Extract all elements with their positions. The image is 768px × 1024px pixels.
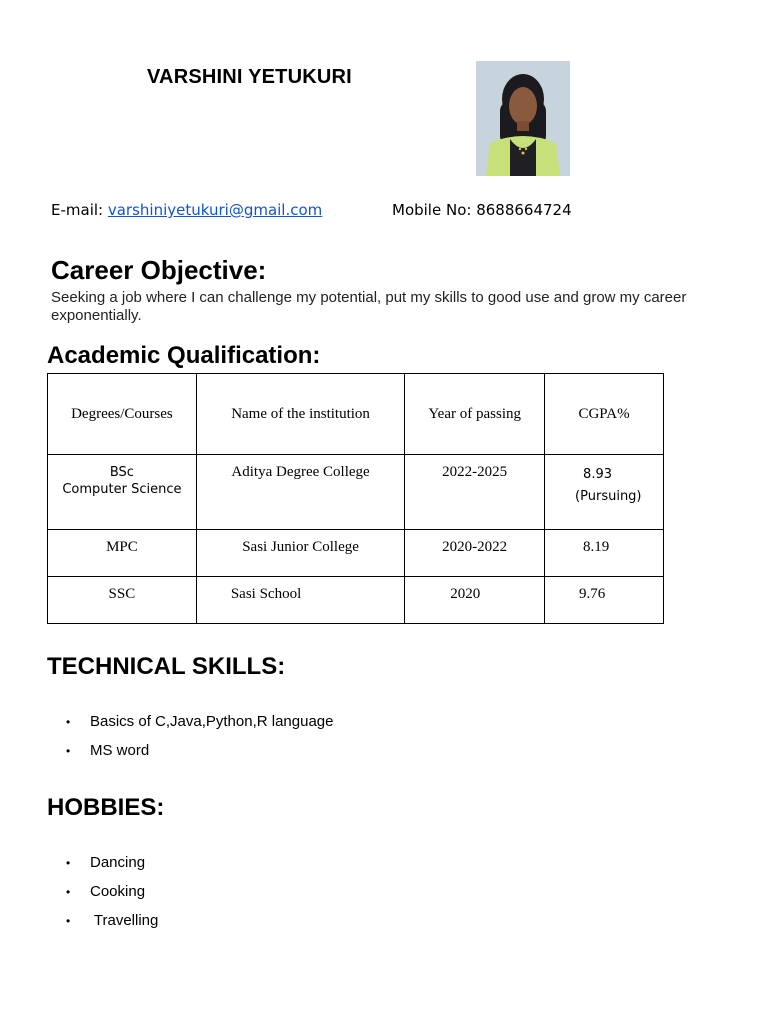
degree-cell: [48, 455, 197, 530]
degree-cell: [48, 577, 197, 624]
career-objective-heading: Career Objective:: [51, 255, 267, 285]
year-text: 2020-2022: [442, 539, 508, 555]
hobby-text: Dancing: [90, 854, 146, 871]
bullet-icon: •: [66, 715, 71, 729]
degree-line: BSc: [109, 465, 134, 480]
year-cell: [405, 530, 545, 577]
column-header: Degrees/Courses: [48, 374, 197, 455]
bullet-icon: •: [66, 914, 71, 928]
skill-text: MS word: [90, 742, 150, 759]
email-link[interactable]: varshiniyetukuri@gmail.com: [107, 201, 323, 219]
list-item: [64, 742, 333, 771]
cgpa-value: 8.93: [583, 467, 612, 482]
cgpa-value: 8.19: [583, 539, 610, 555]
cgpa-value: 9.76: [579, 586, 606, 602]
cgpa-note: (Pursuing): [575, 489, 642, 504]
table-row: [48, 530, 664, 577]
list-item: [64, 883, 158, 912]
cgpa-cell: [545, 577, 664, 624]
academic-table: [47, 373, 664, 624]
hobbies-list: [64, 854, 158, 941]
table-header-row: [48, 374, 664, 455]
list-item: [64, 713, 333, 742]
column-header: CGPA%: [545, 374, 664, 455]
column-header: Year of passing: [405, 374, 545, 455]
institution-text: Aditya Degree College: [231, 464, 370, 480]
degree-text: MPC: [106, 539, 138, 555]
table-row: [48, 455, 664, 530]
email-label: E-mail:: [51, 201, 108, 219]
year-cell: [405, 455, 545, 530]
cgpa-cell: [545, 530, 664, 577]
degree-text: SSC: [108, 586, 136, 602]
institution-text: Sasi School: [230, 586, 302, 602]
hobby-text: Cooking: [90, 883, 146, 900]
technical-skills-heading: TECHNICAL SKILLS:: [47, 653, 286, 680]
degree-cell: [48, 530, 197, 577]
year-text: 2020: [450, 586, 481, 602]
hobby-text: Travelling: [90, 912, 159, 929]
email-row: [51, 201, 322, 219]
institution-cell: [196, 530, 404, 577]
column-header: Name of the institution: [196, 374, 404, 455]
institution-cell: [196, 577, 404, 624]
list-item: [64, 912, 158, 941]
table-row: [48, 577, 664, 624]
mobile-number: Mobile No: 8688664724: [392, 201, 572, 219]
list-item: [64, 854, 158, 883]
hobbies-heading: HOBBIES:: [47, 794, 165, 821]
bullet-icon: •: [66, 856, 71, 870]
year-text: 2022-2025: [442, 464, 508, 480]
profile-photo: [476, 61, 570, 176]
skill-text: Basics of C,Java,Python,R language: [90, 713, 334, 730]
bullet-icon: •: [66, 885, 71, 899]
resume-name: VARSHINI YETUKURI: [147, 66, 352, 88]
degree-line: Computer Science: [62, 482, 182, 497]
bullet-icon: •: [66, 744, 71, 758]
career-objective-text: Seeking a job where I can challenge my potential, put my skills to good use and grow my career exponentially.: [51, 289, 687, 324]
institution-cell: [196, 455, 404, 530]
cgpa-cell: [545, 455, 664, 530]
academic-qualification-heading: Academic Qualification:: [47, 342, 321, 369]
institution-text: Sasi Junior College: [242, 539, 359, 555]
technical-skills-list: [64, 713, 333, 771]
year-cell: [405, 577, 545, 624]
